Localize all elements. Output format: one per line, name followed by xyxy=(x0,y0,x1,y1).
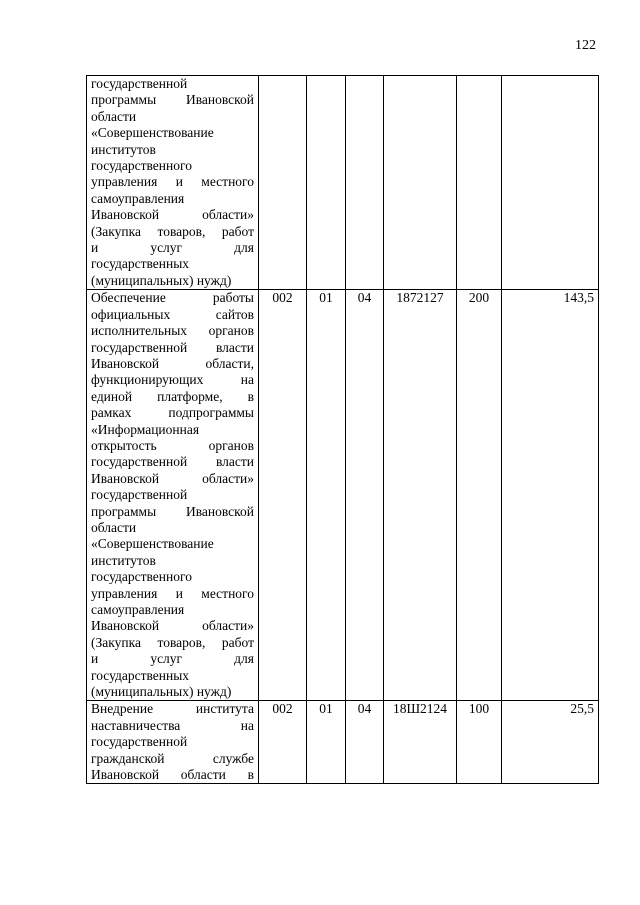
budget-table-body xyxy=(87,76,599,784)
description-line: рамках подпрограммы xyxy=(91,405,254,421)
page-number: 122 xyxy=(575,38,596,53)
section-code: 01 xyxy=(307,290,346,701)
target-article-code: 1872127 xyxy=(384,290,457,701)
description-line: «Информационная xyxy=(91,421,200,437)
expense-type-code xyxy=(457,76,502,290)
ministry-code xyxy=(259,76,307,290)
description-line: области xyxy=(91,519,137,535)
description-line: (муниципальных) нужд) xyxy=(91,272,232,288)
description-line: Ивановской области» xyxy=(91,470,254,486)
description-line: управления и местного xyxy=(91,585,254,601)
description-line: институтов xyxy=(91,552,156,568)
description-line: государственного xyxy=(91,158,192,174)
description-line: государственной xyxy=(91,76,188,91)
description-line: программы Ивановской xyxy=(91,92,254,108)
description-line: функционирующих на xyxy=(91,372,254,388)
amount: 25,5 xyxy=(502,701,599,784)
description-line: самоуправления xyxy=(91,190,185,206)
description-line: Ивановской области, xyxy=(91,355,254,371)
description-line: и услуг для xyxy=(91,240,254,256)
description-line: государственной xyxy=(91,487,188,503)
description-line: «Совершенствование xyxy=(91,536,214,552)
budget-table xyxy=(86,75,599,784)
description-line: институтов xyxy=(91,141,156,157)
description-line: государственных xyxy=(91,256,190,272)
description-line: государственных xyxy=(91,667,190,683)
description-line: единой платформе, в xyxy=(91,388,254,404)
description-line: государственной власти xyxy=(91,454,254,470)
description-line: гражданской службе xyxy=(91,750,254,766)
table-row xyxy=(87,76,599,290)
section-code xyxy=(307,76,346,290)
description-line: исполнительных органов xyxy=(91,323,254,339)
section-code: 01 xyxy=(307,701,346,784)
description-line: наставничества на xyxy=(91,717,254,733)
table-row xyxy=(87,290,599,701)
amount xyxy=(502,76,599,290)
description-line: государственного xyxy=(91,569,192,585)
description-line: Ивановской области» xyxy=(91,618,254,634)
description-line: государственной xyxy=(91,734,188,750)
description-line: Ивановской области в xyxy=(91,767,254,783)
expense-type-code: 200 xyxy=(457,290,502,701)
row-description xyxy=(87,701,259,784)
description-line: управления и местного xyxy=(91,174,254,190)
description-line: области xyxy=(91,108,137,124)
description-line: (муниципальных) нужд) xyxy=(91,684,232,700)
subsection-code: 04 xyxy=(346,290,384,701)
row-description xyxy=(87,290,259,701)
description-line: открытость органов xyxy=(91,437,254,453)
target-article-code xyxy=(384,76,457,290)
description-line: Обеспечение работы xyxy=(91,290,254,306)
subsection-code xyxy=(346,76,384,290)
description-line: (Закупка товаров, работ xyxy=(91,223,254,239)
amount: 143,5 xyxy=(502,290,599,701)
ministry-code: 002 xyxy=(259,290,307,701)
description-line: (Закупка товаров, работ xyxy=(91,634,254,650)
description-line: и услуг для xyxy=(91,651,254,667)
row-description xyxy=(87,76,259,290)
expense-type-code: 100 xyxy=(457,701,502,784)
description-line: государственной власти xyxy=(91,339,254,355)
subsection-code: 04 xyxy=(346,701,384,784)
ministry-code: 002 xyxy=(259,701,307,784)
description-line: самоуправления xyxy=(91,602,185,617)
description-line: программы Ивановской xyxy=(91,503,254,519)
description-line: «Совершенствование xyxy=(91,125,214,141)
table-row xyxy=(87,701,599,784)
description-line: официальных сайтов xyxy=(91,306,254,322)
description-line: Ивановской области» xyxy=(91,207,254,223)
target-article-code: 18Ш2124 xyxy=(384,701,457,784)
description-line: Внедрение института xyxy=(91,701,254,717)
